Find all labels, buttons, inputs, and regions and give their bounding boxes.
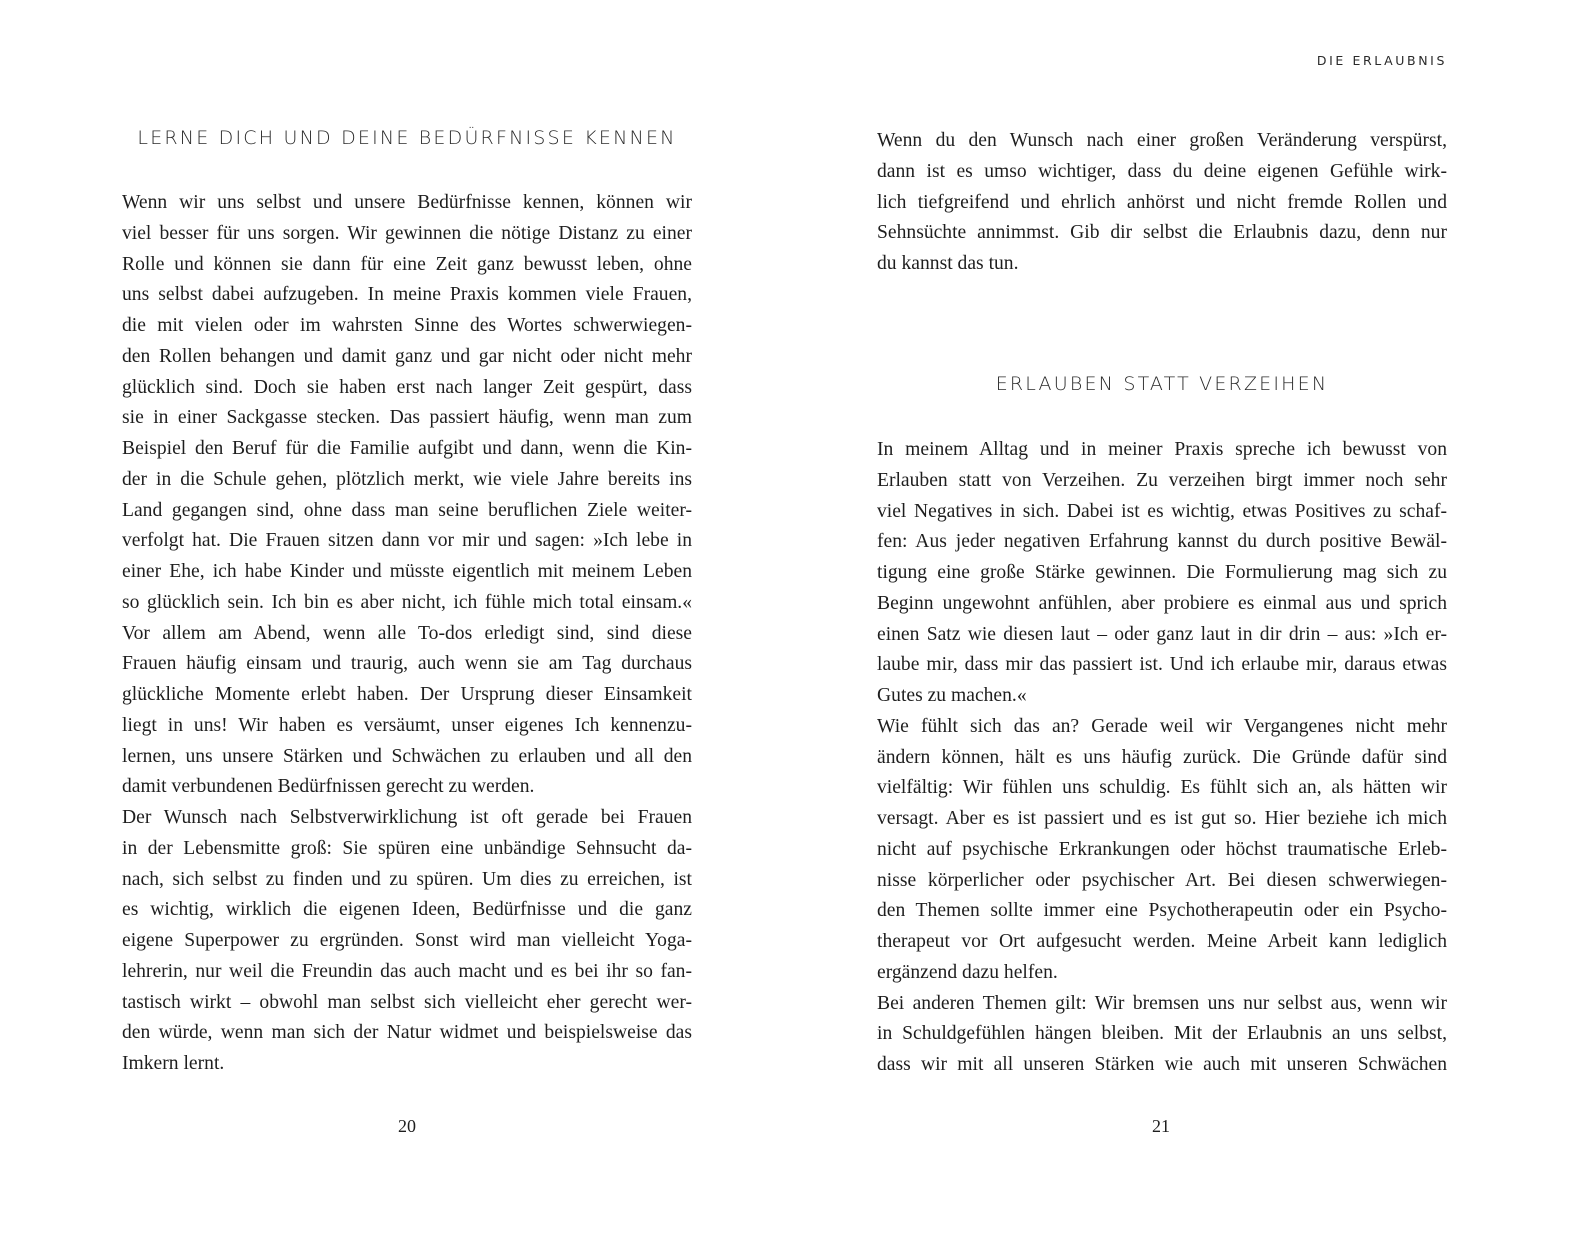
text-line: Land gegangen sind, ohne dass man seine beruflichen Ziele weiter- xyxy=(122,499,692,521)
text-line: so glücklich sein. Ich bin es aber nicht, ich fühle mich total einsam.« xyxy=(122,591,692,613)
body-text xyxy=(877,435,1447,1081)
text-line: eigene Superpower zu ergründen. Sonst wird man vielleicht Yoga- xyxy=(122,930,692,951)
text-line: Bei anderen Themen gilt: Wir bremsen uns nur selbst aus, wenn wir xyxy=(877,992,1447,1014)
text-line: Gutes zu machen.« xyxy=(877,685,1027,706)
text-line: fen: Aus jeder negativen Erfahrung kannst du durch positive Bewäl- xyxy=(877,531,1447,553)
text-line: lehrerin, nur weil die Freundin das auch macht und es bei ihr so fan- xyxy=(122,960,692,982)
text-line: laube mir, dass mir das passiert ist. Und ich erlaube mir, daraus etwas xyxy=(877,654,1447,676)
text-line: Frauen häufig einsam und traurig, auch wenn sie am Tag durchaus xyxy=(122,653,692,675)
text-line: Wenn du den Wunsch nach einer großen Veränderung verspürst, xyxy=(877,130,1447,151)
text-line: nisse körperlicher oder psychischer Art. Bei diesen schwerwiegen- xyxy=(877,869,1447,891)
paragraph xyxy=(877,435,1447,712)
text-line: damit verbundenen Bedürfnissen gerecht zu werden. xyxy=(122,776,535,798)
text-line: nicht auf psychische Erkrankungen oder höchst traumatische Erleb- xyxy=(877,838,1447,860)
body-text xyxy=(122,188,692,1080)
section-heading: ERLAUBEN STATT VERZEIHEN xyxy=(995,373,1329,395)
text-line: tigung eine große Stärke gewinnen. Die Formulierung mag sich zu xyxy=(877,562,1447,583)
text-line: ändern können, hält es uns häufig zurück. Die Gründe dafür sind xyxy=(877,746,1447,768)
text-line: glückliche Momente erlebt haben. Der Ursprung dieser Einsamkeit xyxy=(122,684,692,705)
text-line: in Schuldgefühlen hängen bleiben. Mit der Erlaubnis an uns selbst, xyxy=(877,1023,1447,1045)
text-line: dann ist es umso wichtiger, dass du deine eigenen Gefühle wirk- xyxy=(877,160,1447,182)
intro-text xyxy=(877,126,1447,280)
text-line: liegt in uns! Wir haben es versäumt, unser eigenes Ich kennenzu- xyxy=(122,714,692,736)
text-line: einer Ehe, ich habe Kinder und müsste eigentlich mit meinem Leben xyxy=(122,561,692,582)
text-line: den würde, wenn man sich der Natur widmet und beispielsweise das xyxy=(122,1022,692,1044)
section-heading: LERNE DICH UND DEINE BEDÜRFNISSE KENNEN xyxy=(137,127,677,149)
text-line: den Themen sollte immer eine Psychotherapeutin oder ein Psycho- xyxy=(877,900,1447,922)
text-line: einen Satz wie diesen laut – oder ganz laut in dir drin – aus: »Ich er- xyxy=(877,623,1447,645)
text-line: glücklich sind. Doch sie haben erst nach langer Zeit gespürt, dass xyxy=(122,376,692,398)
text-line: du kannst das tun. xyxy=(877,253,1019,274)
text-line: versagt. Aber es ist passiert und es ist gut so. Hier beziehe ich mich xyxy=(877,808,1447,829)
text-line: viel Negatives in sich. Dabei ist es wichtig, etwas Positives zu schaf- xyxy=(877,500,1447,522)
text-line: therapeut vor Ort aufgesucht werden. Meine Arbeit kann lediglich xyxy=(877,931,1447,952)
text-line: Beginn ungewohnt anfühlen, aber probiere es einmal aus und sprich xyxy=(877,592,1447,614)
running-header: DIE ERLAUBNIS xyxy=(1316,53,1447,68)
paragraph xyxy=(122,188,692,803)
page-number: 20 xyxy=(398,1116,416,1136)
text-line: tastisch wirkt – obwohl man selbst sich vielleicht eher gerecht wer- xyxy=(122,991,692,1013)
text-line: Erlauben statt von Verzeihen. Zu verzeihen birgt immer noch sehr xyxy=(877,469,1447,491)
paragraph xyxy=(877,126,1447,280)
text-line: uns selbst dabei aufzugeben. In meine Praxis kommen viele Frauen, xyxy=(122,284,692,306)
paragraph xyxy=(122,803,692,1080)
text-line: in der Lebensmitte groß: Sie spüren eine unbändige Sehnsucht da- xyxy=(122,837,692,859)
text-line: die mit vielen oder im wahrsten Sinne des Wortes schwerwiegen- xyxy=(122,315,692,336)
text-line: ergänzend dazu helfen. xyxy=(877,961,1058,983)
text-line: Wenn wir uns selbst und unsere Bedürfnisse kennen, können wir xyxy=(122,192,692,213)
text-line: nach, sich selbst zu finden und zu spüren. Um dies zu erreichen, ist xyxy=(122,868,692,890)
paragraph xyxy=(877,712,1447,989)
text-line: lich tiefgreifend und ehrlich anhörst und nicht fremde Rollen und xyxy=(877,191,1447,213)
paragraph xyxy=(877,989,1447,1081)
text-line: viel besser für uns sorgen. Wir gewinnen die nötige Distanz zu einer xyxy=(122,222,692,244)
text-line: Der Wunsch nach Selbstverwirklichung ist oft gerade bei Frauen xyxy=(122,807,692,828)
page-number: 21 xyxy=(1152,1116,1170,1136)
text-line: dass wir mit all unseren Stärken wie auch mit unseren Schwächen xyxy=(877,1054,1447,1075)
text-line: Sehnsüchte annimmst. Gib dir selbst die Erlaubnis dazu, denn nur xyxy=(877,222,1447,244)
right-page xyxy=(797,0,1594,1240)
text-line: Rolle und können sie dann für eine Zeit ganz bewusst leben, ohne xyxy=(122,253,692,275)
text-line: der in die Schule gehen, plötzlich merkt, wie viele Jahre bereits ins xyxy=(122,468,692,490)
text-line: sie in einer Sackgasse stecken. Das passiert häufig, wenn man zum xyxy=(122,407,692,429)
text-line: den Rollen behangen und damit ganz und gar nicht oder nicht mehr xyxy=(122,345,692,367)
text-line: vielfältig: Wir fühlen uns schuldig. Es fühlt sich an, als hätten wir xyxy=(877,777,1447,799)
text-line: In meinem Alltag und in meiner Praxis spreche ich bewusst von xyxy=(877,439,1447,460)
text-line: Imkern lernt. xyxy=(122,1053,225,1074)
text-line: Wie fühlt sich das an? Gerade weil wir Vergangenes nicht mehr xyxy=(877,715,1447,737)
text-line: es wichtig, wirklich die eigenen Ideen, Bedürfnisse und die ganz xyxy=(122,899,692,921)
text-line: lernen, uns unsere Stärken und Schwächen zu erlauben und all den xyxy=(122,745,692,767)
text-line: Beispiel den Beruf für die Familie aufgibt und dann, wenn die Kin- xyxy=(122,438,692,459)
text-line: verfolgt hat. Die Frauen sitzen dann vor mir und sagen: »Ich lebe in xyxy=(122,530,692,552)
text-line: Vor allem am Abend, wenn alle To-dos erledigt sind, sind diese xyxy=(122,622,692,644)
